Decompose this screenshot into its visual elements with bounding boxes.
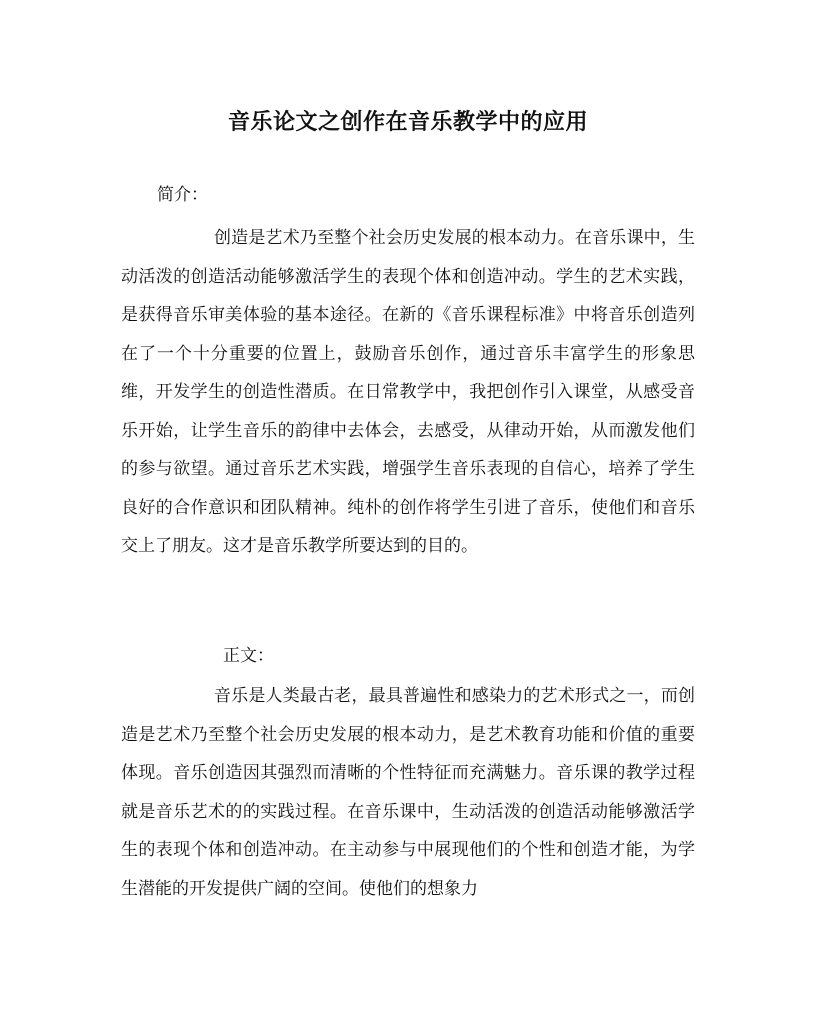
body-heading: 正文： xyxy=(223,646,274,666)
document-title: 音乐论文之创作在音乐教学中的应用 xyxy=(227,109,588,135)
intro-paragraph: 创造是艺术乃至整个社会历史发展的根本动力。在音乐课中，生动活泼的创造活动能够激活学生的表现个体和创造冲动。学生的艺术实践，是获得音乐审美体验的基本途径。在新的《音乐课程标准》中将音乐创造列在了一个十分重要的位置上，鼓励音乐创作，通过音乐丰富学生的形象思维，开发学生的创造性潜质。在日常教学中，我把创作引入课堂，从感受音乐开始，让学生音乐的韵律中去体会，去感受，从律动开始，从而激发他们的参与欲望。通过音乐艺术实践，增强学生音乐表现的自信心，培养了学生良好的合作意识和团队精神。纯朴的创作将学生引进了音乐，使他们和音乐交上了朋友。这才是音乐教学所要达到的目的。 xyxy=(121,228,695,556)
body-paragraph: 音乐是人类最古老，最具普遍性和感染力的艺术形式之一，而创造是艺术乃至整个社会历史发展的根本动力，是艺术教育功能和价值的重要体现。音乐创造因其强烈而清晰的个性特征而充满魅力。音乐课的教学过程就是音乐艺术的的实践过程。在音乐课中，生动活泼的创造活动能够激活学生的表现个体和创造冲动。在主动参与中展现他们的个性和创造才能，为学生潜能的开发提供广阔的空间。使他们的想象力 xyxy=(121,686,695,899)
intro-heading: 简介： xyxy=(157,185,208,205)
